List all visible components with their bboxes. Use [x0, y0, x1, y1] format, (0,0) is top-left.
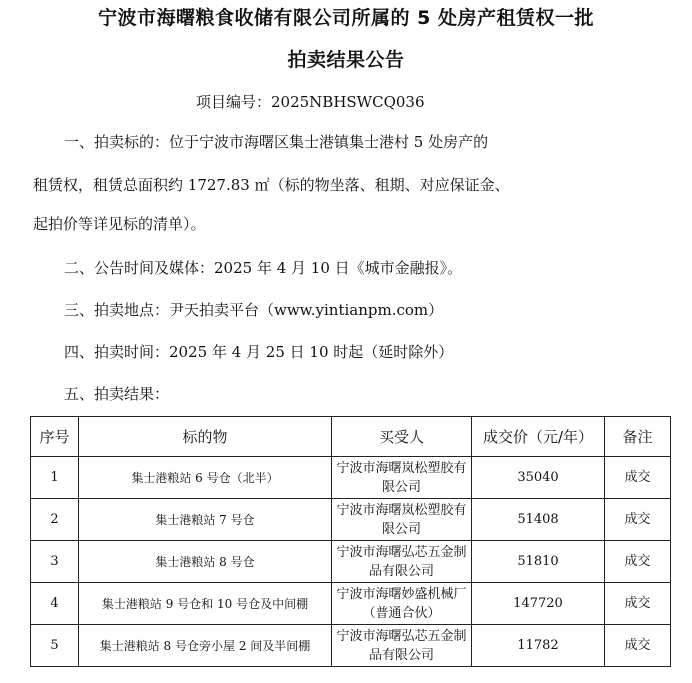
header-buyer: 买受人 [332, 417, 472, 457]
row-price: 35040 [472, 457, 605, 499]
row-no: 5 [31, 625, 79, 667]
row-no: 2 [31, 499, 79, 541]
header-note: 备注 [605, 417, 671, 457]
section-2-announcement-media: 二、公告时间及媒体：2025 年 4 月 10 日《城市金融报》。 [64, 259, 463, 277]
results-table [30, 416, 671, 667]
row-price: 51810 [472, 541, 605, 583]
header-no: 序号 [31, 417, 79, 457]
table-row [31, 457, 671, 499]
row-item: 集士港粮站 6 号仓（北半） [79, 457, 332, 499]
document-title-line-2: 拍卖结果公告 [287, 49, 405, 71]
row-no: 1 [31, 457, 79, 499]
section-1-line-2: 租赁权，租赁总面积约 1727.83 ㎡（标的物坐落、租期、对应保证金、 [33, 176, 510, 194]
header-item: 标的物 [79, 417, 332, 457]
row-buyer: 宁波市海曙弘芯五金制品有限公司 [332, 625, 472, 667]
table-row [31, 499, 671, 541]
section-3-auction-location: 三、拍卖地点：尹天拍卖平台（www.yintianpm.com） [64, 301, 444, 319]
table-header-row [31, 417, 671, 457]
row-no: 4 [31, 583, 79, 625]
row-buyer: 宁波市海曙弘芯五金制品有限公司 [332, 541, 472, 583]
row-item: 集士港粮站 8 号仓旁小屋 2 间及半间棚 [79, 625, 332, 667]
table-row [31, 583, 671, 625]
row-note: 成交 [605, 457, 671, 499]
table-row [31, 541, 671, 583]
section-1-line-1: 一、拍卖标的：位于宁波市海曙区集士港镇集士港村 5 处房产的 [64, 133, 489, 151]
row-note: 成交 [605, 583, 671, 625]
header-price: 成交价（元/年） [472, 417, 605, 457]
row-note: 成交 [605, 625, 671, 667]
row-price: 147720 [472, 583, 605, 625]
section-4-auction-time: 四、拍卖时间：2025 年 4 月 25 日 10 时起（延时除外） [64, 343, 454, 361]
row-item: 集士港粮站 7 号仓 [79, 499, 332, 541]
table-row [31, 625, 671, 667]
document-title-line-1: 宁波市海曙粮食收储有限公司所属的 5 处房产租赁权一批 [98, 7, 594, 29]
row-no: 3 [31, 541, 79, 583]
project-number: 项目编号：2025NBHSWCQ036 [196, 93, 425, 111]
section-1-line-3: 起拍价等详见标的清单）。 [33, 215, 206, 233]
row-buyer: 宁波市海曙妙盛机械厂（普通合伙） [332, 583, 472, 625]
row-buyer: 宁波市海曙岚松塑胶有限公司 [332, 457, 472, 499]
row-item: 集士港粮站 9 号仓和 10 号仓及中间棚 [79, 583, 332, 625]
row-note: 成交 [605, 541, 671, 583]
row-price: 51408 [472, 499, 605, 541]
row-buyer: 宁波市海曙岚松塑胶有限公司 [332, 499, 472, 541]
row-item: 集士港粮站 8 号仓 [79, 541, 332, 583]
row-note: 成交 [605, 499, 671, 541]
row-price: 11782 [472, 625, 605, 667]
section-5-auction-results: 五、拍卖结果： [64, 385, 170, 403]
